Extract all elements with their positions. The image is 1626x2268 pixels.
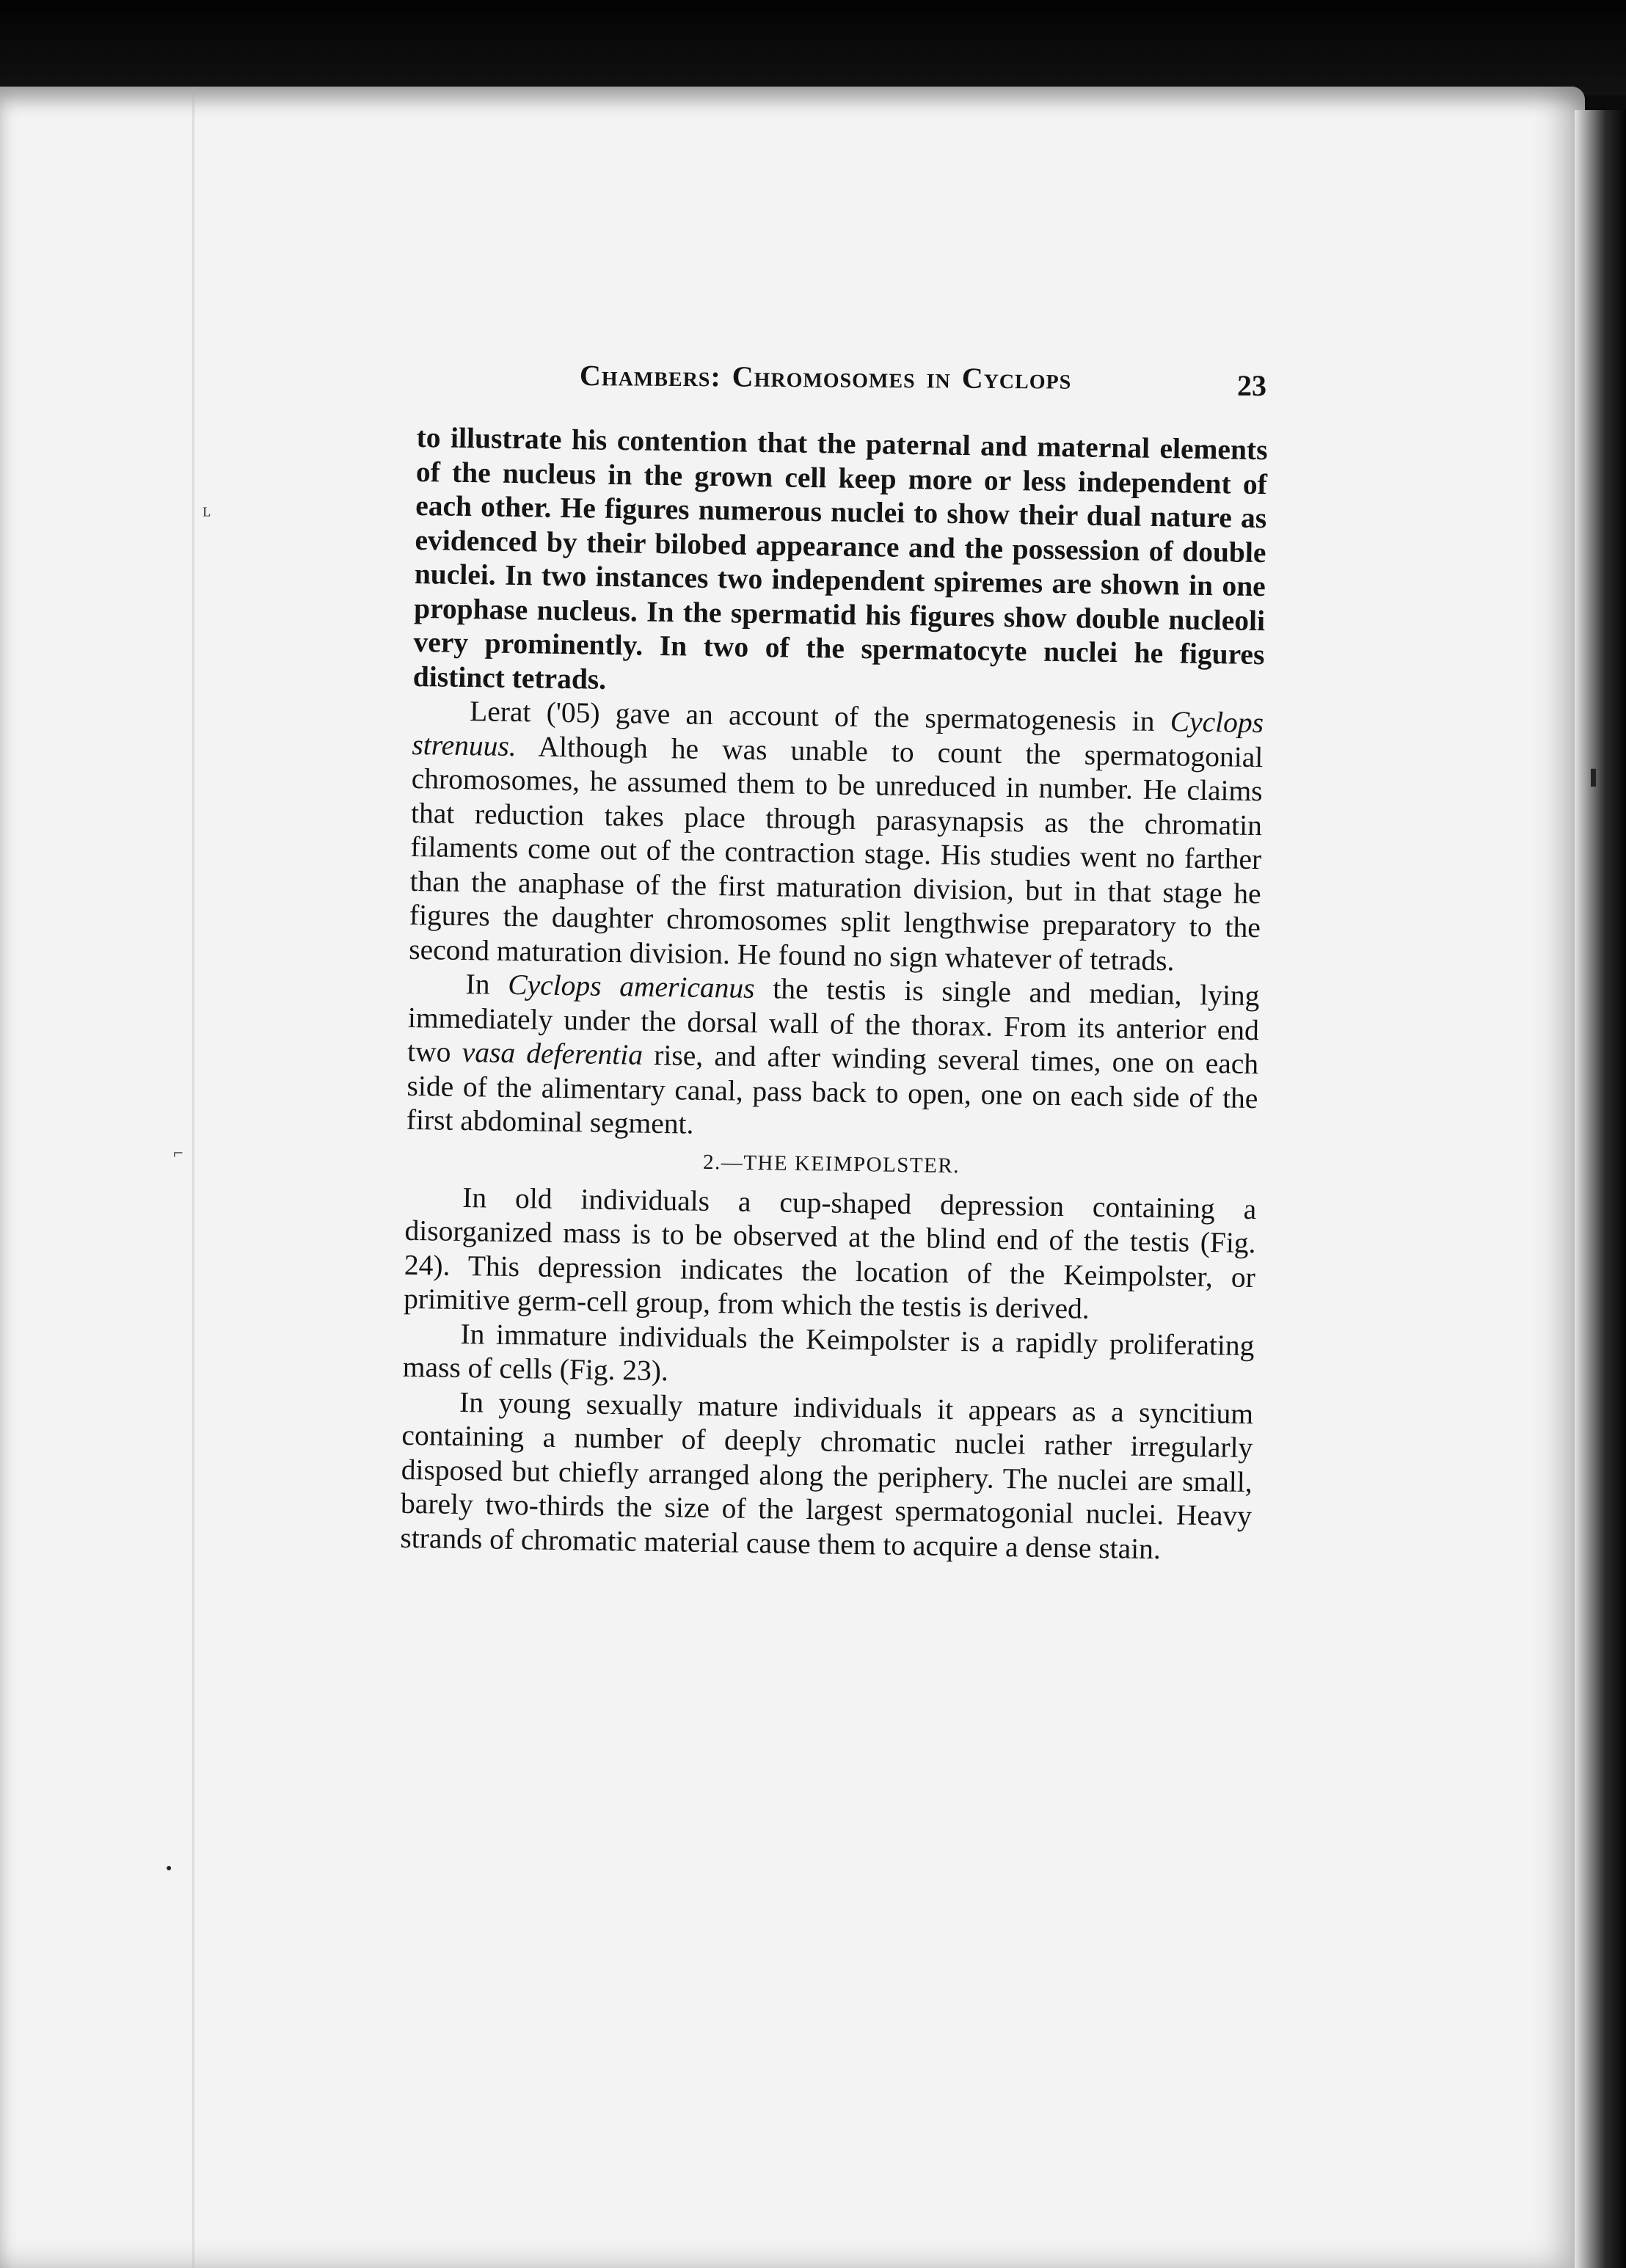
paragraph-text: rise, and after winding several times, one on each side of the alimentary canal, pass back to open, one on each side of the first abdominal segment. [406,1038,1259,1140]
running-head: Chambers: Chromosomes in Cyclops [579,359,1072,395]
paragraph-lerat [409,693,1264,979]
scan-speck-mark: ⌐ [173,1144,183,1163]
scan-background-top [0,0,1626,95]
body-text [400,420,1268,1567]
paragraph-young-individuals: In young sexually mature individuals it appears as a syncitium containing a number of deeply chromatic nuclei rather irregularly disposed but chiefly arranged along the periphery. The nuclei are small, barely two-thirds the size of the largest spermatogonial nuclei. Heavy strands of chromatic material cause them to acquire a dense stain. [400,1385,1254,1565]
paragraph-testis [406,966,1260,1150]
page-header [580,358,1299,402]
page-edge-shadow [1575,110,1626,2268]
species-name-italic: Cyclops strenuus. [412,705,1264,762]
paragraph-text: Lerat ('05) gave an account of the spermatogenesis in [469,695,1171,738]
paragraph-text: the testis is single and median, lying immediately under the dorsal wall of the thorax. From its anterior end two [406,971,1260,1069]
paragraph-continuation: to illustrate his contention that the paternal and maternal elements of the nucleus in the grown cell keep more or less independent of each other. He figures numerous nuclei to show their dual nature as evidenced by their bilobed appearance and the possession of double nuclei. In two instances two independent spiremes are shown in one prophase nucleus. In the spermatid his figures show double nucleoli very prominently. In two of the spermatocyte nuclei he figures distinct tetrads. [412,420,1268,696]
paragraph-immature-individuals: In immature individuals the Keimpolster is a rapidly proliferating mass of cells (Fig. 23). [402,1317,1255,1388]
page-fold-line [192,87,194,2268]
scan-speck-mark: ᴸ [203,503,211,528]
section-heading: 2.—THE KEIMPOLSTER. [702,1150,960,1178]
scan-speck-mark: ● [166,1863,172,1874]
paragraph-text: In [465,968,508,1001]
species-name-italic: Cyclops americanus [507,968,755,1004]
anatomy-term-italic: vasa deferentia [462,1036,644,1071]
paragraph-old-individuals: In old individuals a cup-shaped depression containing a disorganized mass is to be observed at the blind end of the testis (Fig. 24). This depression indicates the location of the Keimpolster, or primitive germ-cell group, from which the testis is derived. [403,1181,1257,1325]
paragraph-text: Although he was unable to count the spermatogonial chromosomes, he assumed them to be unreduced in number. He claims that reduction takes place through parasynapsis as the chromatin filaments come out of the contraction stage. His studies went no farther than the anaphase of the first maturation division, but in that stage he figures the daughter chromosomes split lengthwise preparatory to the second maturation division. He found no sign whatever of tetrads. [408,729,1264,977]
scan-speck-mark: ▌ [1591,770,1602,786]
page-number: 23 [1237,369,1266,402]
